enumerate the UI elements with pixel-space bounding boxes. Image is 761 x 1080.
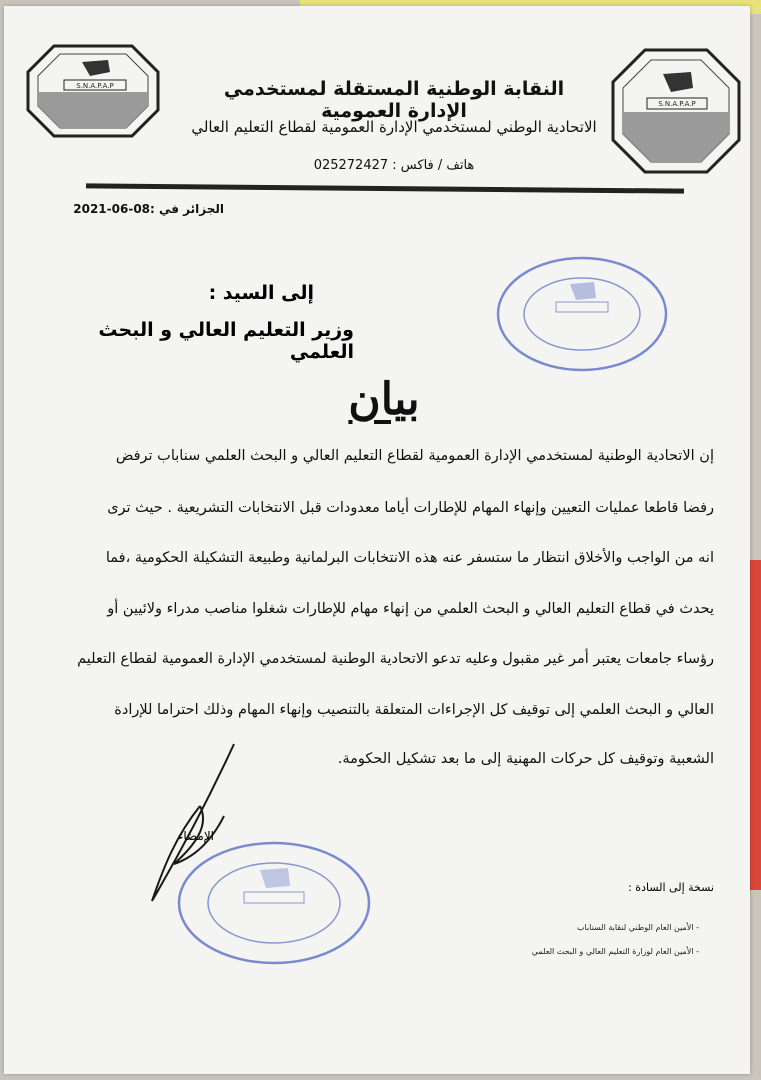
left-logo-seal xyxy=(24,42,162,140)
body-line-1: إن الاتحادية الوطنية لمستخدمي الإدارة العمومية لقطاع التعليم العالي و البحث العلمي سناباب ترفض xyxy=(115,448,714,464)
body-line-5: رؤساء جامعات يعتبر أمر غير مقبول وعليه تدعو الاتحادية الوطنية لمستخدمي الإدارة العمومية لقطاع التعليم xyxy=(77,651,714,667)
right-logo-text: S.N.A.P.A.P xyxy=(658,100,696,108)
federation-name: الاتحادية الوطني لمستخدمي الإدارة العمومية لقطاع التعليم العالي xyxy=(191,118,597,136)
body-line-7: الشعبية وتوقيف كل حركات المهنية إلى ما بعد تشكيل الحكومة. xyxy=(337,751,714,767)
body-line-6: العالي و البحث العلمي إلى توقيف كل الإجراءات المتعلقة بالتنصيب وإنهاء المهام وذلك احتراما للإرادة xyxy=(114,702,714,718)
copy-to-item-2: - الأمين العام لوزارة التعليم العالي و البحث العلمي xyxy=(531,947,699,956)
right-logo-seal xyxy=(609,46,743,176)
copy-to-item-1: - الأمين العام الوطني لنقابة السناباب xyxy=(576,923,699,932)
header-divider xyxy=(86,183,684,193)
body-line-2: رفضا قاطعا عمليات التعيين وإنهاء المهام للإطارات أياما معدودات قبل الانتخابات التشريعية . حيث ترى xyxy=(107,500,714,516)
copy-to-label: نسخة إلى السادة : xyxy=(628,881,714,894)
document-sheet xyxy=(4,6,750,1074)
body-line-4: يحدث في قطاع التعليم العالي و البحث العلمي من إنهاء مهام للإطارات شغلوا مناصب مدراء ولائيين أو xyxy=(107,601,714,617)
document-date: الجزائر في :08-06-2021 xyxy=(73,202,224,216)
left-logo-text: S.N.A.P.A.P xyxy=(76,82,114,90)
union-name: النقابة الوطنية المستقلة لمستخدمي الإدارة العمومية xyxy=(223,78,565,122)
official-stamp-bottom xyxy=(174,838,374,968)
official-stamp-top xyxy=(494,254,670,374)
document-title: بيان xyxy=(348,374,420,425)
recipient-title: وزير التعليم العالي و البحث العلمي xyxy=(98,319,354,363)
body-line-3: انه من الواجب والأخلاق انتظار ما ستسفر عنه هذه الانتخابات البرلمانية وطبيعة التشكيلة الحكومية ،فما xyxy=(105,550,714,566)
signature-label: الإمضاء xyxy=(177,829,214,843)
phone-fax: هاتف / فاكس : 025272427 xyxy=(313,158,475,173)
recipient-to: إلى السيد : xyxy=(208,282,314,304)
